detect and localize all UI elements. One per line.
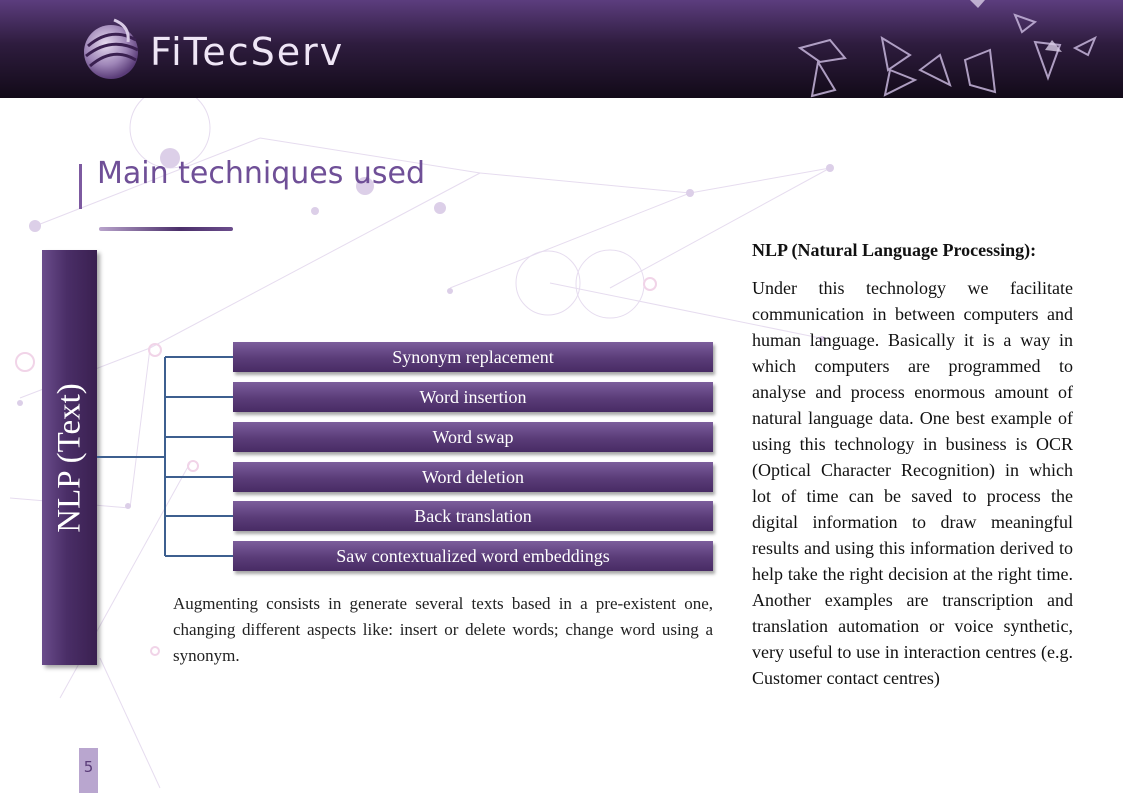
page-number-badge — [79, 748, 98, 793]
nlp-category-label: NLP (Text) — [51, 382, 87, 533]
technique-item-word-deletion: Word deletion — [233, 462, 713, 492]
logo-text: FiTecServ — [150, 30, 345, 74]
title-underline — [99, 227, 233, 231]
tree-connectors — [97, 340, 237, 570]
augmenting-description: Augmenting consists in generate several texts based in a pre-existent one, changing different aspects like: insert or delete words; change word using a synonym. — [173, 594, 713, 665]
technique-item-back-translation: Back translation — [233, 501, 713, 531]
technique-item-contextualized-embeddings: Saw contextualized word embeddings — [233, 541, 713, 571]
technique-item-word-insertion: Word insertion — [233, 382, 713, 412]
header-band — [0, 0, 1123, 98]
technique-item-word-swap: Word swap — [233, 422, 713, 452]
side-panel-heading: NLP (Natural Language Processing): — [752, 240, 1037, 260]
nlp-category-box — [42, 250, 97, 665]
side-panel-body: Under this technology we facilitate communication in between computers and human language. Basically it is a way in which computers are programmed to analyse and process enormous amount of natural language data. One best example of using this technology in business is OCR (Optical Character Recognition) in which lot of time can be saved to process the digital information to draw meaningful results and using this information derived to help take the right decision at the right time. Another examples are transcription and translation automation or voice synthetic, very useful to use in interaction centres (e.g. Customer contact centres) — [752, 278, 1073, 688]
technique-item-synonym-replacement: Synonym replacement — [233, 342, 713, 372]
page-number: 5 — [83, 758, 94, 776]
globe-logo-icon — [78, 16, 144, 82]
title-accent-bar — [79, 164, 82, 209]
slide-title: Main techniques used — [97, 156, 426, 191]
polygon-decoration-icon — [790, 0, 1123, 98]
